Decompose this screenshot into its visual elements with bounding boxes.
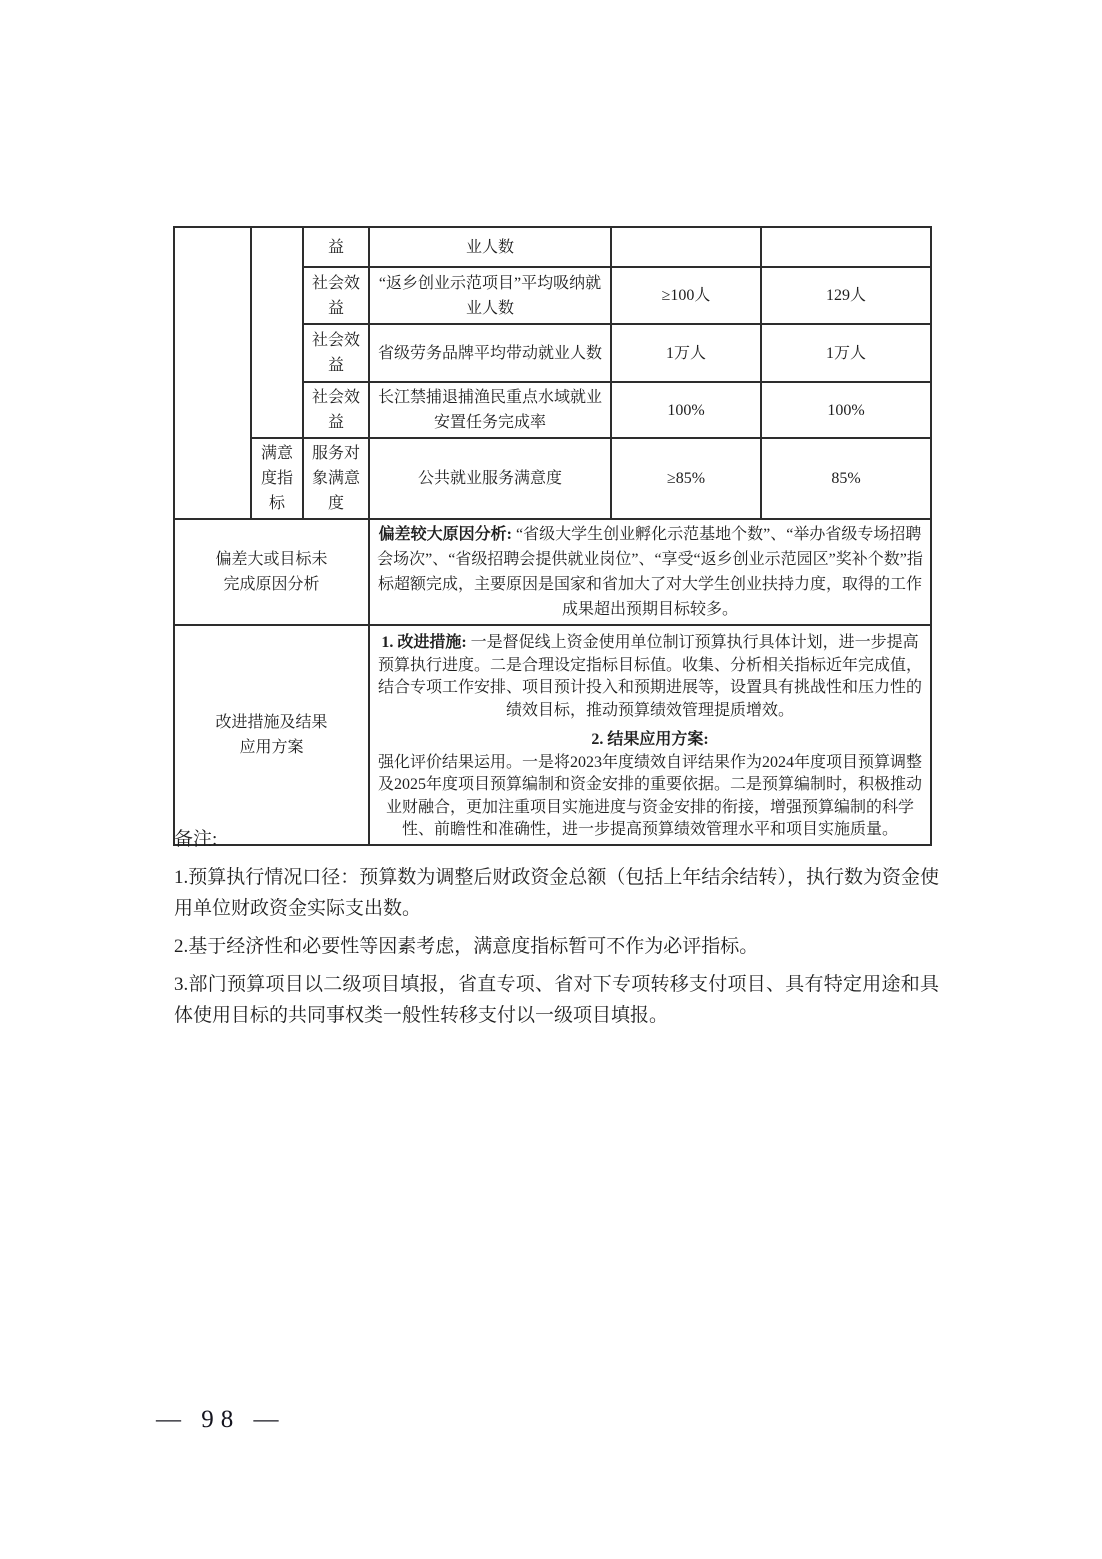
cell-target-value: 1万人 <box>611 324 761 382</box>
cell-category: 社会效益 <box>303 324 369 382</box>
cell-actual-empty <box>761 227 931 267</box>
cell-target-value: 100% <box>611 382 761 438</box>
cell-indicator-name: “返乡创业示范项目”平均吸纳就业人数 <box>369 267 611 324</box>
notes-title: 备注: <box>174 829 218 850</box>
performance-table <box>173 226 932 846</box>
note-item-3: 3.部门预算项目以二级项目填报，省直专项、省对下专项转移支付项目、具有特定用途和具体使用目标的共同事权类一般性转移支付以一级项目填报。 <box>174 974 939 1026</box>
cell-indicator-name: 长江禁捕退捕渔民重点水域就业安置任务完成率 <box>369 382 611 438</box>
page-number: — 98 — <box>156 1406 286 1433</box>
improvement-label-line1: 改进措施及结果 <box>215 713 328 731</box>
cell-satisfaction-level2: 满意度指标 <box>251 438 303 519</box>
improvement-item1-head: 1. 改进措施: <box>381 634 471 651</box>
cell-category: 社会效益 <box>303 267 369 324</box>
improvement-label-line2: 应用方案 <box>239 738 304 756</box>
deviation-content-head: 偏差较大原因分析: <box>378 526 517 543</box>
table-row-improvement <box>174 625 931 845</box>
cell-actual-value: 129人 <box>761 267 931 324</box>
cell-target-empty <box>611 227 761 267</box>
improvement-item2-head: 2. 结果应用方案: <box>591 731 709 748</box>
merged-left-spacer-cell <box>174 227 251 519</box>
deviation-row-label <box>174 519 369 625</box>
cell-target-value: ≥100人 <box>611 267 761 324</box>
cell-actual-value: 1万人 <box>761 324 931 382</box>
improvement-item2-body: 强化评价结果运用。一是将2023年度绩效自评结果作为2024年度项目预算调整及2025年度项目预算编制和资金安排的重要依据。二是预算编制时，积极推动业财融合，更加注重项目实施进度与资金安排的衔接，增强预算编制的科学性、前瞻性和准确性，进一步提高预算绩效管理水平和项目实施质量。 <box>377 753 922 838</box>
cell-satisfaction-level3: 服务对象满意度 <box>303 438 369 519</box>
deviation-row-content <box>369 519 931 625</box>
note-item-1: 1.预算执行情况口径：预算数为调整后财政资金总额（包括上年结余结转），执行数为资金使用单位财政资金实际支出数。 <box>174 867 939 919</box>
improvement-item1 <box>374 632 926 722</box>
cell-indicator-tail: 业人数 <box>369 227 611 267</box>
table-row-deviation-analysis <box>174 519 931 625</box>
cell-category-tail: 益 <box>303 227 369 267</box>
notes-section <box>174 824 939 1038</box>
deviation-label-line1: 偏差大或目标未 <box>215 551 328 568</box>
cell-target-value: ≥85% <box>611 438 761 519</box>
cell-indicator-name: 公共就业服务满意度 <box>369 438 611 519</box>
deviation-content-body: “省级大学生创业孵化示范基地个数”、“举办省级专场招聘会场次”、“省级招聘会提供就业岗位”、“享受“返乡创业示范园区”奖补个数”指标超额完成，主要原因是国家和省加大了对大学生创业扶持力度，取得的工作成果超出预期目标较多。 <box>377 526 923 618</box>
note-item-2: 2.基于经济性和必要性等因素考虑，满意度指标暂可不作为必评指标。 <box>174 936 759 957</box>
deviation-label-line2: 完成原因分析 <box>223 576 320 593</box>
table-row-satisfaction <box>174 438 931 519</box>
cell-actual-value: 85% <box>761 438 931 519</box>
cell-actual-value: 100% <box>761 382 931 438</box>
improvement-item1-body: 一是督促线上资金使用单位制订预算执行具体计划，进一步提高预算执行进度。二是合理设定指标目标值。收集、分析相关指标近年完成值，结合专项工作安排、项目预计投入和预期进展等，设置具有挑战性和压力性的绩效目标，推动预算绩效管理提质增效。 <box>377 634 922 719</box>
table-row-continuation <box>174 227 931 267</box>
cell-indicator-name: 省级劳务品牌平均带动就业人数 <box>369 324 611 382</box>
merged-category-spacer-cell <box>251 227 303 438</box>
cell-category: 社会效益 <box>303 382 369 438</box>
improvement-row-label <box>174 625 369 845</box>
improvement-row-content <box>369 625 931 845</box>
